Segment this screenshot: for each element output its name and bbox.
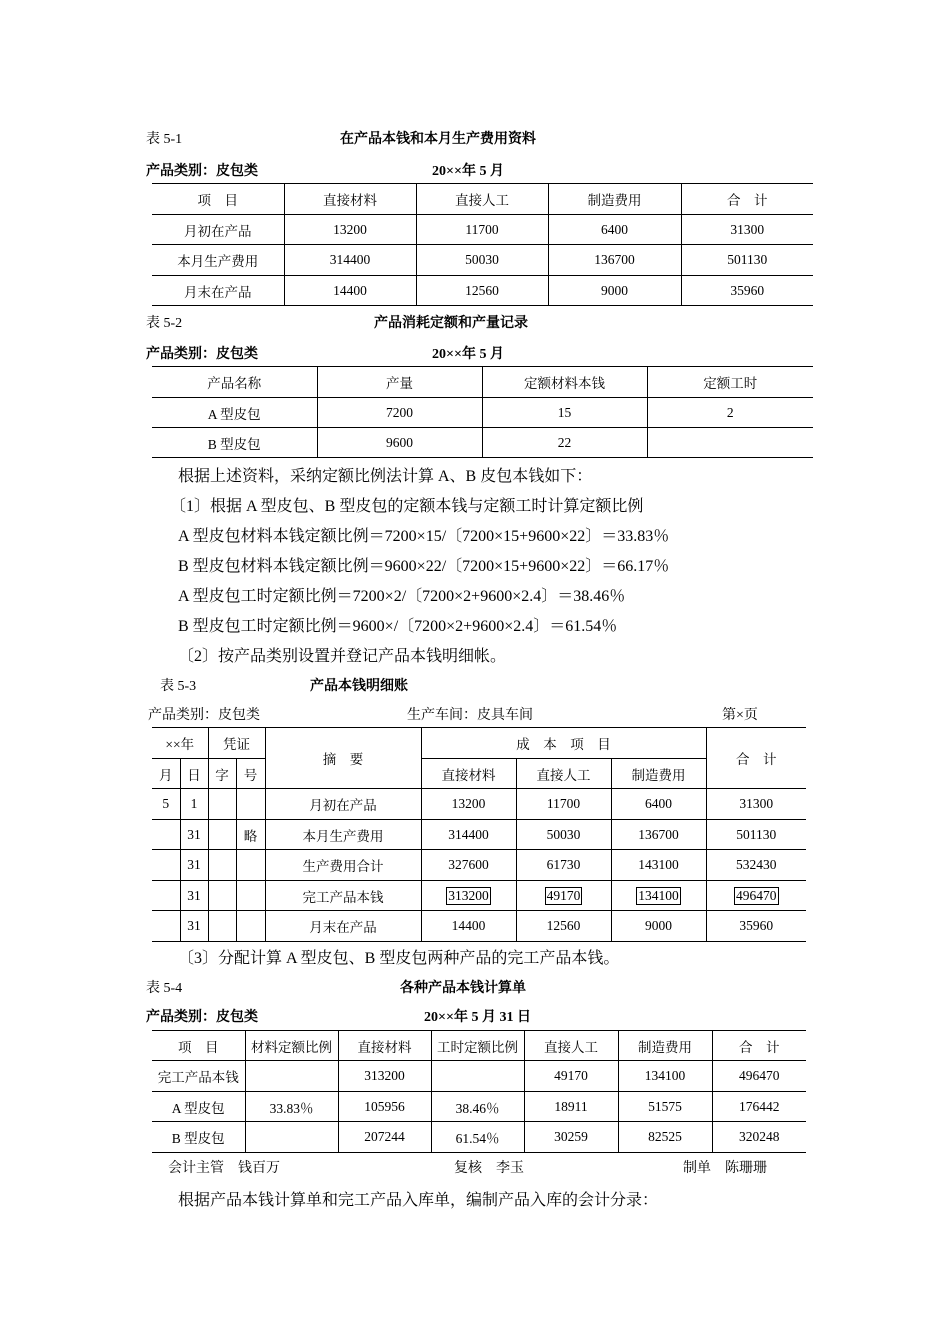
- cell: 320248: [712, 1122, 806, 1153]
- table-row: [152, 820, 806, 850]
- boxed-value: 49170: [546, 887, 581, 903]
- header-cell: 直接材料: [284, 184, 416, 215]
- cell: 327600: [421, 850, 516, 881]
- cell: [236, 789, 265, 820]
- table-header-row: [152, 1031, 806, 1061]
- cell: 35960: [681, 276, 813, 306]
- table-5-2-category: 产品类别：皮包类: [146, 347, 258, 362]
- cell: 14400: [284, 276, 416, 306]
- cell: 31300: [706, 789, 806, 820]
- cell: 13200: [284, 215, 416, 245]
- cell: 136700: [611, 820, 706, 850]
- cell: B 型皮包: [152, 1122, 245, 1153]
- cell: [236, 881, 265, 911]
- header-cell: 材料定额比例: [245, 1031, 338, 1061]
- header-cell: 项 目: [152, 1031, 245, 1061]
- cell: 本月生产费用: [152, 245, 284, 276]
- header-cell: 产量: [317, 367, 482, 398]
- cell: 501130: [706, 820, 806, 850]
- signature-preparer: 制单 陈珊珊: [683, 1161, 767, 1176]
- cell: 22: [482, 428, 647, 458]
- header-cell: 合 计: [681, 184, 813, 215]
- cell: 31: [180, 881, 208, 911]
- cell: 2: [647, 398, 813, 428]
- cell: [421, 881, 516, 911]
- paragraph-closing: 根据产品本钱计算单和完工产品入库单，编制产品入库的会计分录：: [178, 1192, 659, 1209]
- cell: 38.46％: [431, 1092, 524, 1122]
- table-5-4: [152, 1030, 806, 1153]
- cell: 61.54％: [431, 1122, 524, 1153]
- table-header-row: [152, 367, 813, 398]
- cell: 50030: [416, 245, 548, 276]
- cell: 月末在产品: [265, 911, 421, 942]
- cell: [208, 820, 236, 850]
- table-5-3-title: 产品本钱明细账: [310, 679, 408, 694]
- header-cell: 合 计: [712, 1031, 806, 1061]
- cell: [152, 850, 180, 881]
- cell: 50030: [516, 820, 611, 850]
- cell: 82525: [618, 1122, 712, 1153]
- table-5-3-category: 产品类别：皮包类: [148, 708, 260, 723]
- header-summary: 摘 要: [265, 728, 421, 789]
- table-row: [152, 850, 806, 881]
- formula-b-labor: B 型皮包工时定额比例＝9600×/〔7200×2+9600×2.4〕＝61.54％: [178, 618, 618, 635]
- cell: A 型皮包: [152, 398, 317, 428]
- cell: [706, 881, 806, 911]
- table-5-2: [152, 366, 813, 458]
- boxed-value: 134100: [638, 887, 679, 903]
- cell: 314400: [284, 245, 416, 276]
- header-hao: 号: [236, 759, 265, 789]
- cell: 35960: [706, 911, 806, 942]
- cell: [516, 881, 611, 911]
- table-5-3-page: 第×页: [722, 708, 758, 723]
- cell: 31300: [681, 215, 813, 245]
- table-5-3: [152, 727, 806, 942]
- cell: 6400: [548, 215, 681, 245]
- cell: B 型皮包: [152, 428, 317, 458]
- cell: 本月生产费用: [265, 820, 421, 850]
- cell: 5: [152, 789, 180, 820]
- table-5-3-workshop: 生产车间：皮具车间: [407, 708, 533, 723]
- cell: [611, 881, 706, 911]
- cell: [152, 911, 180, 942]
- formula-b-material: B 型皮包材料本钱定额比例＝9600×22/〔7200×15+9600×22〕＝66.17％: [178, 558, 670, 575]
- cell: A 型皮包: [152, 1092, 245, 1122]
- header-material: 直接材料: [421, 759, 516, 789]
- cell: 9000: [611, 911, 706, 942]
- header-cell: 定额工时: [647, 367, 813, 398]
- cell: 月末在产品: [152, 276, 284, 306]
- cell: 15: [482, 398, 647, 428]
- table-row: [152, 1061, 806, 1092]
- header-cell: 产品名称: [152, 367, 317, 398]
- table-row: [152, 911, 806, 942]
- table-row: [152, 276, 813, 306]
- cell: 6400: [611, 789, 706, 820]
- cell: 49170: [524, 1061, 618, 1092]
- cell: 136700: [548, 245, 681, 276]
- header-cell: 直接材料: [338, 1031, 431, 1061]
- cell: [208, 789, 236, 820]
- header-zi: 字: [208, 759, 236, 789]
- table-row: [152, 245, 813, 276]
- cell: 31: [180, 911, 208, 942]
- cell: 143100: [611, 850, 706, 881]
- cell: 31: [180, 850, 208, 881]
- cell: 31: [180, 820, 208, 850]
- cell: 13200: [421, 789, 516, 820]
- paragraph-step-2: 〔2〕按产品类别设置并登记产品本钱明细帐。: [178, 648, 507, 665]
- header-overhead: 制造费用: [611, 759, 706, 789]
- table-header-row: [152, 184, 813, 215]
- table-5-2-label: 表 5-2: [146, 316, 183, 331]
- formula-a-labor: A 型皮包工时定额比例＝7200×2/〔7200×2+9600×2.4〕＝38.46％: [178, 588, 626, 605]
- paragraph-step-3: 〔3〕分配计算 A 型皮包、B 型皮包两种产品的完工产品本钱。: [178, 950, 620, 967]
- cell: 9600: [317, 428, 482, 458]
- table-row: [152, 428, 813, 458]
- boxed-value: 313200: [448, 887, 489, 903]
- cell: [647, 428, 813, 458]
- table-5-4-title: 各种产品本钱计算单: [400, 981, 526, 996]
- table-5-1-title: 在产品本钱和本月生产费用资料: [340, 132, 536, 147]
- table-5-3-label: 表 5-3: [160, 679, 197, 694]
- cell: 7200: [317, 398, 482, 428]
- header-cell: 制造费用: [548, 184, 681, 215]
- cell: 105956: [338, 1092, 431, 1122]
- cell: 496470: [712, 1061, 806, 1092]
- cell: [245, 1061, 338, 1092]
- table-5-1-date: 20××年 5 月: [432, 164, 504, 179]
- table-5-1: [152, 183, 813, 306]
- cell: 1: [180, 789, 208, 820]
- header-year: ××年: [152, 728, 208, 759]
- header-cell: 制造费用: [618, 1031, 712, 1061]
- header-cell: 直接人工: [524, 1031, 618, 1061]
- cell: 完工产品本钱: [265, 881, 421, 911]
- table-5-4-date: 20××年 5 月 31 日: [424, 1010, 531, 1025]
- header-total: 合 计: [706, 728, 806, 789]
- cell: 313200: [338, 1061, 431, 1092]
- cell: 314400: [421, 820, 516, 850]
- cell: 完工产品本钱: [152, 1061, 245, 1092]
- table-5-1-category: 产品类别：皮包类: [146, 164, 258, 179]
- cell: 略: [236, 820, 265, 850]
- boxed-value: 496470: [736, 887, 777, 903]
- cell: [236, 911, 265, 942]
- cell: [152, 881, 180, 911]
- cell: [431, 1061, 524, 1092]
- cell: [208, 850, 236, 881]
- signature-reviewer: 复核 李玉: [454, 1161, 524, 1176]
- header-voucher: 凭证: [208, 728, 265, 759]
- table-row: [152, 215, 813, 245]
- cell: 18911: [524, 1092, 618, 1122]
- signature-supervisor: 会计主管 钱百万: [168, 1161, 280, 1176]
- table-row: [152, 1092, 806, 1122]
- cell: 12560: [516, 911, 611, 942]
- cell: [208, 911, 236, 942]
- cell: 30259: [524, 1122, 618, 1153]
- cell: [208, 881, 236, 911]
- cell: 33.83％: [245, 1092, 338, 1122]
- table-row: [152, 789, 806, 820]
- cell: 月初在产品: [265, 789, 421, 820]
- cell: 14400: [421, 911, 516, 942]
- table-row: [152, 398, 813, 428]
- table-header-row: [152, 728, 806, 759]
- cell: 11700: [416, 215, 548, 245]
- header-day: 日: [180, 759, 208, 789]
- table-5-2-title: 产品消耗定额和产量记录: [374, 316, 528, 331]
- header-cost-items: 成 本 项 目: [421, 728, 706, 759]
- cell: 51575: [618, 1092, 712, 1122]
- cell: 12560: [416, 276, 548, 306]
- table-5-4-label: 表 5-4: [146, 981, 183, 996]
- cell: 9000: [548, 276, 681, 306]
- table-row: [152, 881, 806, 911]
- header-month: 月: [152, 759, 180, 789]
- header-cell: 项 目: [152, 184, 284, 215]
- table-5-2-date: 20××年 5 月: [432, 347, 504, 362]
- cell: 134100: [618, 1061, 712, 1092]
- formula-a-material: A 型皮包材料本钱定额比例＝7200×15/〔7200×15+9600×22〕＝33.83％: [178, 528, 670, 545]
- cell: 生产费用合计: [265, 850, 421, 881]
- cell: 501130: [681, 245, 813, 276]
- cell: 207244: [338, 1122, 431, 1153]
- cell: [236, 850, 265, 881]
- paragraph-intro: 根据上述资料，采纳定额比例法计算 A、B 皮包本钱如下：: [178, 468, 593, 485]
- header-cell: 定额材料本钱: [482, 367, 647, 398]
- table-row: [152, 1122, 806, 1153]
- header-cell: 工时定额比例: [431, 1031, 524, 1061]
- cell: [152, 820, 180, 850]
- paragraph-step-1: 〔1〕根据 A 型皮包、B 型皮包的定额本钱与定额工时计算定额比例: [170, 498, 644, 515]
- cell: 11700: [516, 789, 611, 820]
- table-5-1-label: 表 5-1: [146, 132, 183, 147]
- cell: 176442: [712, 1092, 806, 1122]
- cell: 532430: [706, 850, 806, 881]
- cell: 61730: [516, 850, 611, 881]
- table-5-4-category: 产品类别：皮包类: [146, 1010, 258, 1025]
- cell: [245, 1122, 338, 1153]
- cell: 月初在产品: [152, 215, 284, 245]
- header-labor: 直接人工: [516, 759, 611, 789]
- header-cell: 直接人工: [416, 184, 548, 215]
